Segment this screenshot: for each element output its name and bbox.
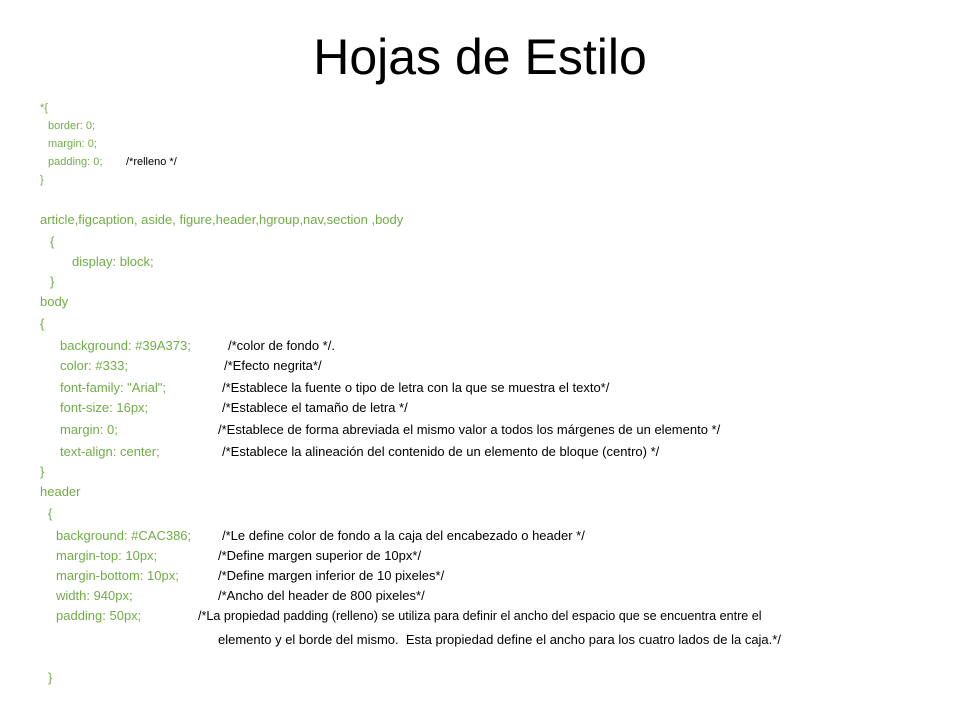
- body-rule-prop: font-family: "Arial";: [60, 380, 167, 395]
- header-rule-prop: padding: 50px;: [56, 608, 142, 623]
- reset-close: }: [40, 174, 44, 186]
- reset-margin: margin: 0;: [48, 138, 97, 150]
- body-rule-comment: /*Establece de forma abreviada el mismo valor a todos los márgenes de un elemento */: [218, 422, 721, 437]
- header-rule-prop: margin-top: 10px;: [56, 548, 158, 563]
- body-rule-comment: /*color de fondo */.: [228, 338, 335, 353]
- body-rule-prop: margin: 0;: [60, 422, 118, 437]
- reset-open: *{: [40, 102, 48, 114]
- header-rule-comment: /*Define margen superior de 10px*/: [218, 548, 422, 563]
- header-selector: header: [40, 484, 81, 499]
- header-rule-comment-continued: elemento y el borde del mismo. Esta propiedad define el ancho para los cuatro lados de la caja.*/: [218, 632, 781, 647]
- header-rule-comment: /*Define margen inferior de 10 pixeles*/: [218, 568, 445, 583]
- block-close: }: [50, 274, 55, 289]
- header-rule-comment: /*La propiedad padding (relleno) se utiliza para definir el ancho del espacio que se encuentra entre el: [198, 609, 762, 623]
- block-selector: article,figcaption, aside, figure,header,hgroup,nav,section ,body: [40, 212, 404, 227]
- block-open: {: [50, 234, 55, 249]
- body-rule-prop: text-align: center;: [60, 444, 160, 459]
- body-rule-comment: /*Establece la fuente o tipo de letra con la que se muestra el texto*/: [222, 380, 610, 395]
- body-rule-prop: background: #39A373;: [60, 338, 191, 353]
- header-rule-comment: /*Le define color de fondo a la caja del encabezado o header */: [222, 528, 585, 543]
- header-rule-prop: margin-bottom: 10px;: [56, 568, 179, 583]
- body-rule-prop: font-size: 16px;: [60, 400, 149, 415]
- body-close: }: [40, 464, 45, 479]
- slide-title: Hojas de Estilo: [313, 29, 647, 85]
- header-rule-comment: /*Ancho del header de 800 pixeles*/: [218, 588, 425, 603]
- reset-padding: padding: 0;: [48, 156, 103, 168]
- header-rule-prop: background: #CAC386;: [56, 528, 192, 543]
- body-rule-comment: /*Efecto negrita*/: [224, 358, 322, 373]
- body-open: {: [40, 316, 45, 331]
- reset-padding-comment: /*relleno */: [126, 156, 177, 168]
- body-selector: body: [40, 294, 69, 309]
- body-rule-prop: color: #333;: [60, 358, 128, 373]
- reset-border: border: 0;: [48, 120, 96, 132]
- body-rule-comment: /*Establece la alineación del contenido de un elemento de bloque (centro) */: [222, 444, 660, 459]
- header-close: }: [48, 670, 53, 685]
- block-display: display: block;: [72, 254, 154, 269]
- body-rule-comment: /*Establece el tamaño de letra */: [222, 400, 408, 415]
- header-rule-prop: width: 940px;: [56, 588, 133, 603]
- header-open: {: [48, 506, 53, 521]
